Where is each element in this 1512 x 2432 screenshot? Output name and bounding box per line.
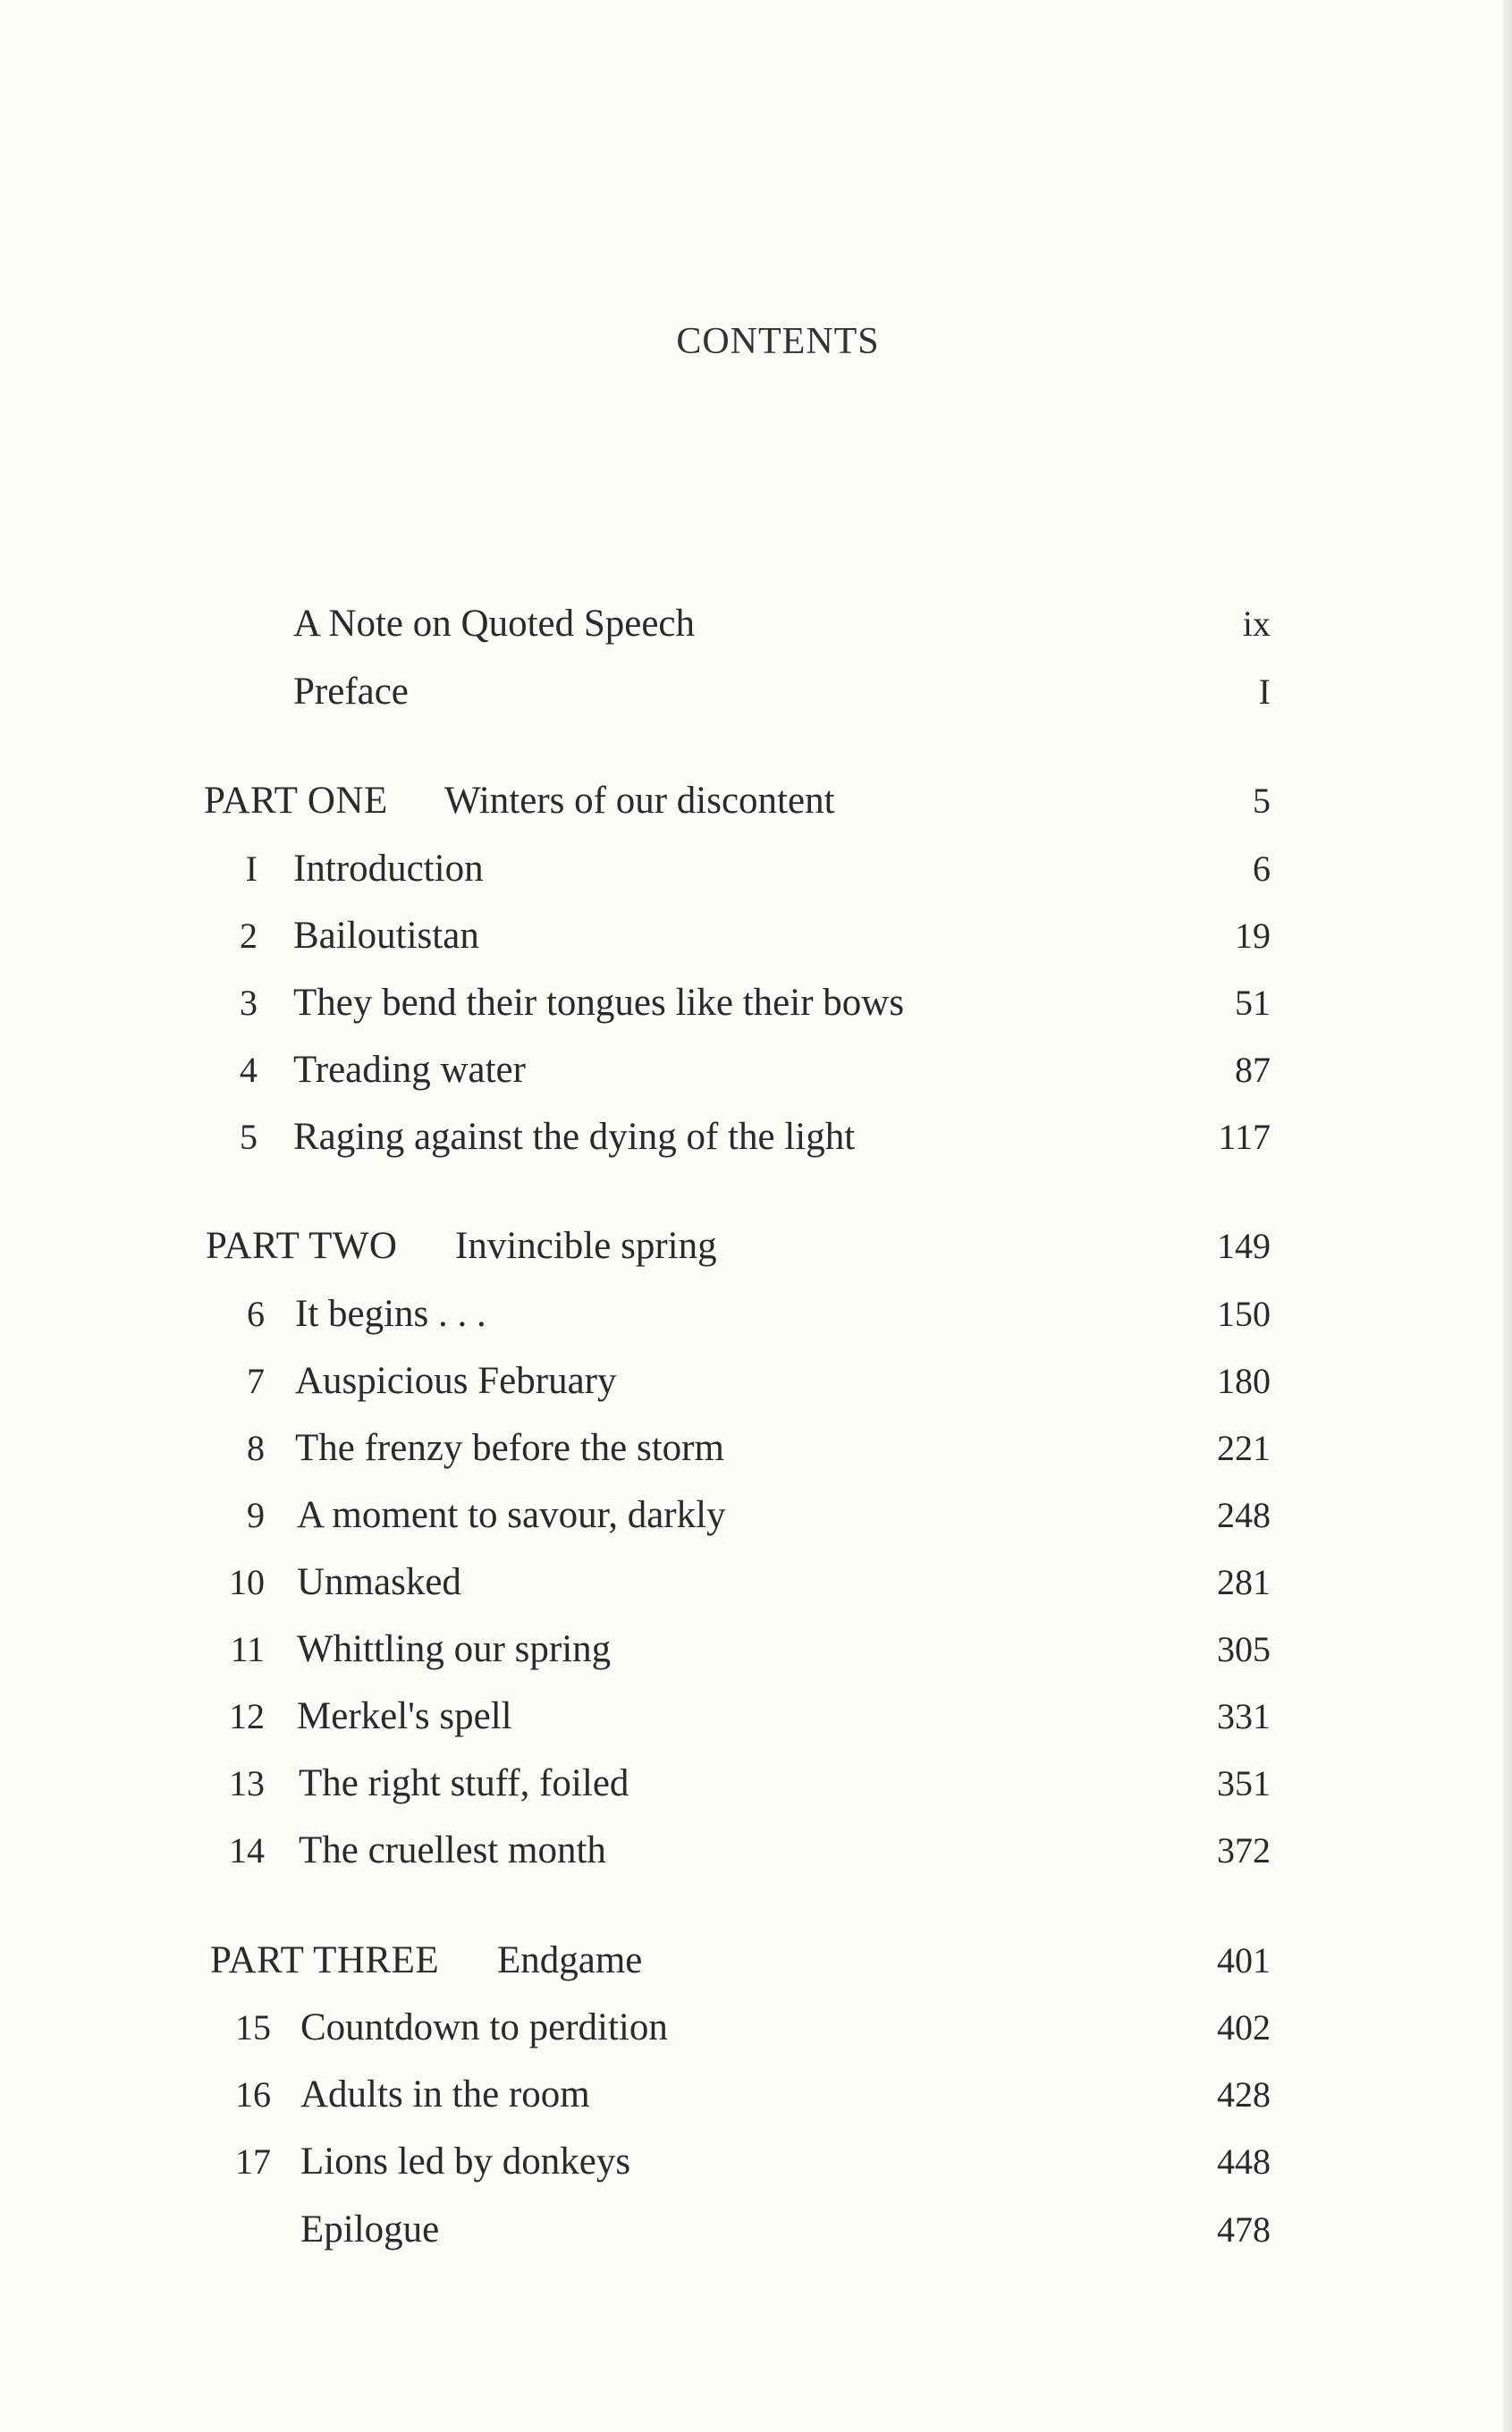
chapter-page: 448 — [1217, 2141, 1271, 2182]
chapter-page: 87 — [1235, 1050, 1271, 1090]
toc-entry-page: 478 — [1217, 2209, 1271, 2250]
chapter-title: Whittling our spring — [297, 1628, 612, 1670]
chapter-number: 14 — [229, 1830, 265, 1870]
chapter-page: 428 — [1217, 2074, 1271, 2115]
chapter-entry[interactable] — [0, 1355, 1512, 1408]
chapter-number: 7 — [247, 1361, 265, 1401]
chapter-number: 13 — [229, 1763, 265, 1803]
chapter-number: I — [245, 849, 258, 889]
chapter-title: Countdown to perdition — [300, 2006, 668, 2048]
chapter-number: 9 — [247, 1495, 265, 1535]
chapter-title: Lions led by donkeys — [300, 2141, 631, 2183]
chapter-page: 402 — [1217, 2007, 1271, 2048]
chapter-entry[interactable] — [0, 1690, 1512, 1744]
chapter-entry[interactable] — [0, 1623, 1512, 1676]
part-title: Invincible spring — [455, 1225, 717, 1267]
chapter-title: The frenzy before the storm — [295, 1427, 724, 1469]
chapter-entry[interactable] — [0, 1556, 1512, 1609]
toc-entry-title: Preface — [293, 671, 409, 713]
chapter-entry[interactable] — [0, 2068, 1512, 2122]
chapter-title: The cruellest month — [299, 1829, 606, 1871]
chapter-page: 150 — [1217, 1294, 1271, 1334]
chapter-number: 8 — [247, 1428, 265, 1468]
chapter-title: Adults in the room — [300, 2073, 590, 2115]
part-page: 149 — [1217, 1226, 1271, 1266]
chapter-title: Merkel's spell — [297, 1695, 512, 1737]
chapter-entry[interactable] — [0, 909, 1512, 963]
chapter-number: 17 — [235, 2141, 271, 2182]
chapter-page: 372 — [1217, 1830, 1271, 1870]
chapter-page: 281 — [1217, 1562, 1271, 1602]
chapter-page: 351 — [1217, 1763, 1271, 1803]
chapter-entry[interactable] — [0, 2135, 1512, 2189]
toc-entry-title: Epilogue — [300, 2208, 440, 2250]
chapter-page: 180 — [1217, 1361, 1271, 1401]
chapter-page: 19 — [1235, 916, 1271, 956]
chapter-number: 3 — [240, 983, 258, 1023]
chapter-page: 331 — [1217, 1696, 1271, 1736]
part-heading[interactable] — [0, 774, 1512, 828]
chapter-number: 4 — [240, 1050, 258, 1090]
chapter-number: 2 — [240, 916, 258, 956]
part-label: PART THREE — [210, 1939, 440, 1981]
chapter-title: The right stuff, foiled — [299, 1762, 629, 1804]
chapter-number: 15 — [235, 2007, 271, 2048]
chapter-entry[interactable] — [0, 976, 1512, 1030]
chapter-entry[interactable] — [0, 1757, 1512, 1811]
chapter-title: They bend their tongues like their bows — [293, 982, 905, 1024]
chapter-page: 117 — [1218, 1117, 1271, 1157]
chapter-number: 10 — [229, 1562, 265, 1602]
chapter-entry[interactable] — [0, 1110, 1512, 1164]
page-title: CONTENTS — [676, 321, 880, 362]
part-page: 401 — [1217, 1940, 1271, 1980]
chapter-page: 221 — [1217, 1428, 1271, 1468]
chapter-number: 12 — [229, 1696, 265, 1736]
chapter-page: 248 — [1217, 1495, 1271, 1535]
chapter-title: A moment to savour, darkly — [297, 1494, 726, 1536]
toc-entry-page: ix — [1242, 604, 1271, 644]
part-label: PART ONE — [204, 780, 388, 822]
part-title: Endgame — [497, 1939, 643, 1981]
chapter-title: Raging against the dying of the light — [293, 1116, 856, 1158]
chapter-entry[interactable] — [0, 1288, 1512, 1341]
chapter-title: Introduction — [293, 848, 484, 890]
part-heading[interactable] — [0, 1934, 1512, 1988]
chapter-entry[interactable] — [0, 1043, 1512, 1097]
chapter-title: It begins . . . — [295, 1293, 486, 1335]
chapter-number: 6 — [247, 1294, 265, 1334]
toc-entry[interactable] — [0, 597, 1512, 651]
chapter-entry[interactable] — [0, 1489, 1512, 1542]
chapter-entry[interactable] — [0, 842, 1512, 896]
chapter-number: 16 — [235, 2074, 271, 2115]
chapter-number: 11 — [230, 1629, 265, 1669]
chapter-entry[interactable] — [0, 1824, 1512, 1878]
part-label: PART TWO — [206, 1225, 398, 1267]
chapter-title: Bailoutistan — [293, 915, 479, 957]
page-edge — [1503, 0, 1512, 2432]
chapter-number: 5 — [240, 1117, 258, 1157]
chapter-entry[interactable] — [0, 2001, 1512, 2055]
chapter-title: Unmasked — [297, 1561, 461, 1603]
chapter-page: 305 — [1217, 1629, 1271, 1669]
toc-entry[interactable] — [0, 2203, 1512, 2257]
chapter-title: Treading water — [293, 1049, 526, 1091]
chapter-page: 51 — [1235, 983, 1271, 1023]
chapter-title: Auspicious February — [295, 1360, 617, 1402]
chapter-page: 6 — [1253, 849, 1271, 889]
toc-entry-title: A Note on Quoted Speech — [293, 603, 696, 645]
part-heading[interactable] — [0, 1220, 1512, 1273]
toc-entry[interactable] — [0, 665, 1512, 719]
chapter-entry[interactable] — [0, 1422, 1512, 1475]
part-title: Winters of our discontent — [444, 780, 835, 822]
toc-entry-page: I — [1258, 671, 1271, 712]
part-page: 5 — [1253, 781, 1271, 821]
